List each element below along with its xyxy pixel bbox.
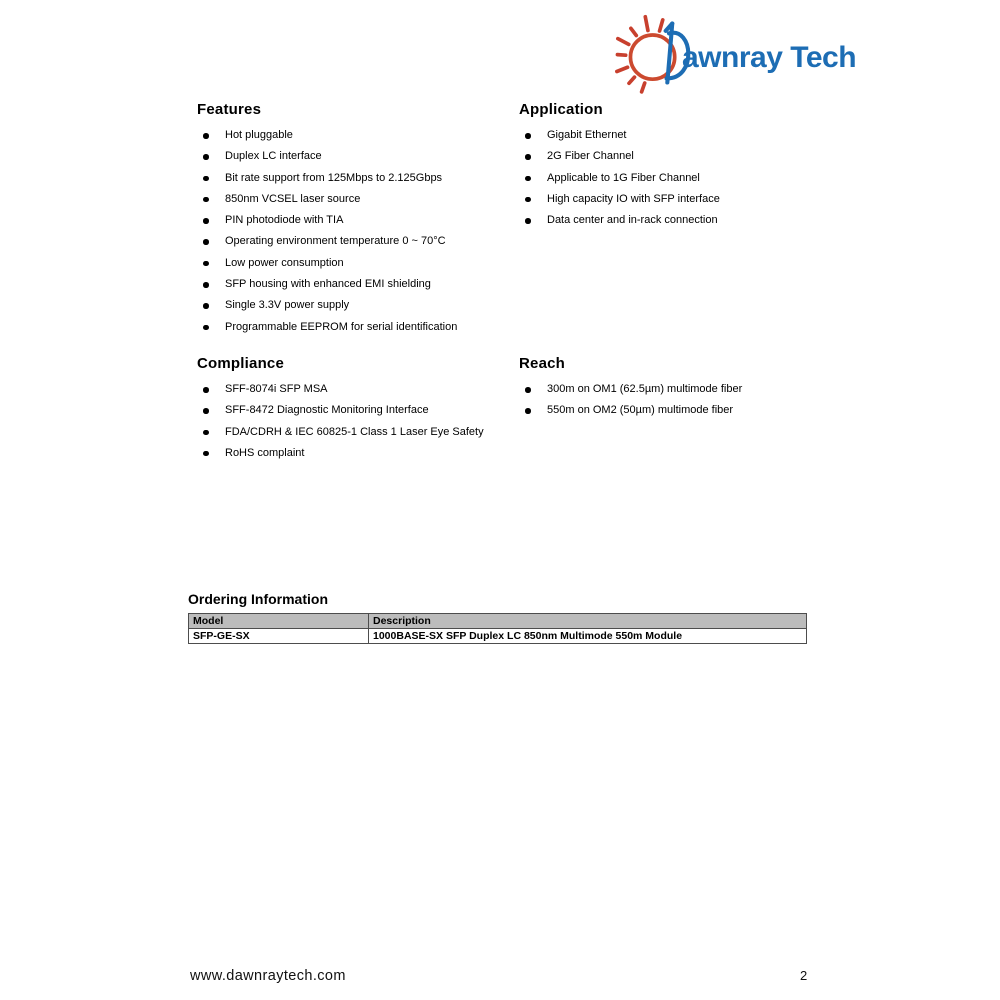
features-title: Features [197, 101, 262, 118]
bullet-icon [203, 408, 209, 414]
feature-item-text: Operating environment temperature 0 ~ 70°C [225, 235, 446, 248]
ordering-information-title: Ordering Information [188, 591, 328, 607]
feature-item [197, 125, 512, 146]
bullet-icon [203, 154, 209, 160]
compliance-item [197, 422, 527, 443]
feature-item-text: Duplex LC interface [225, 150, 322, 163]
ordering-table [188, 613, 807, 644]
feature-item-text: SFP housing with enhanced EMI shielding [225, 278, 431, 291]
table-header-row [189, 614, 807, 629]
feature-item [197, 317, 512, 338]
bullet-icon [203, 218, 209, 224]
feature-item [197, 210, 512, 231]
compliance-item-text: RoHS complaint [225, 446, 305, 459]
application-item [519, 189, 819, 210]
application-item [519, 146, 819, 167]
features-list [197, 125, 512, 338]
features-section [197, 100, 512, 338]
bullet-icon [203, 239, 209, 245]
bullet-icon [203, 303, 209, 309]
feature-item-text: Hot pluggable [225, 129, 293, 141]
application-item-text: High capacity IO with SFP interface [547, 192, 720, 205]
footer-website: www.dawnraytech.com [190, 968, 346, 984]
reach-section [519, 354, 839, 422]
bullet-icon [203, 176, 209, 182]
compliance-item-text: SFF-8074i SFP MSA [225, 383, 328, 395]
feature-item-text: Low power consumption [225, 256, 344, 269]
reach-item [519, 400, 839, 421]
application-item-text: Gigabit Ethernet [547, 129, 627, 141]
table-row [189, 629, 807, 644]
bullet-icon [203, 430, 209, 436]
bullet-icon [203, 282, 209, 288]
bullet-icon [203, 451, 209, 457]
application-section [519, 100, 819, 231]
feature-item [197, 295, 512, 316]
reach-title: Reach [519, 355, 566, 372]
bullet-icon [203, 133, 209, 139]
application-item [519, 125, 819, 146]
application-list [519, 125, 819, 231]
reach-item [519, 379, 839, 400]
feature-item [197, 231, 512, 252]
feature-item [197, 189, 512, 210]
bullet-icon [203, 325, 209, 331]
application-item-text: Data center and in-rack connection [547, 214, 718, 227]
bullet-icon [525, 218, 531, 224]
feature-item [197, 146, 512, 167]
description-cell: 1000BASE-SX SFP Duplex LC 850nm Multimode 550m Module [369, 629, 807, 644]
compliance-item [197, 379, 527, 400]
bullet-icon [525, 154, 531, 160]
page-number: 2 [800, 968, 808, 983]
bullet-icon [525, 133, 531, 139]
compliance-item-text: FDA/CDRH & IEC 60825-1 Class 1 Laser Eye Safety [225, 425, 484, 438]
feature-item-text: Single 3.3V power supply [225, 299, 350, 312]
reach-item-text: 300m on OM1 (62.5µm) multimode fiber [547, 383, 743, 395]
bullet-icon [203, 387, 209, 393]
feature-item [197, 253, 512, 274]
application-item-text: Applicable to 1G Fiber Channel [547, 171, 700, 184]
feature-item-text: Bit rate support from 125Mbps to 2.125Gbps [225, 171, 443, 184]
company-logo [610, 12, 857, 94]
feature-item-text: Programmable EEPROM for serial identification [225, 320, 458, 333]
model-column-header: Model [189, 614, 369, 629]
compliance-title: Compliance [197, 355, 285, 372]
compliance-section [197, 354, 527, 464]
feature-item-text: PIN photodiode with TIA [225, 214, 344, 227]
application-item-text: 2G Fiber Channel [547, 150, 634, 163]
compliance-item-text: SFF-8472 Diagnostic Monitoring Interface [225, 404, 429, 417]
ordering-information-section [188, 590, 808, 644]
application-title: Application [519, 101, 603, 118]
bullet-icon [525, 197, 531, 203]
feature-item [197, 168, 512, 189]
bullet-icon [525, 387, 531, 393]
brand-wordmark: awnray Tech [682, 41, 857, 74]
bullet-icon [203, 197, 209, 203]
bullet-icon [525, 408, 531, 414]
description-column-header: Description [369, 614, 807, 629]
compliance-item [197, 443, 527, 464]
application-item [519, 210, 819, 231]
bullet-icon [525, 176, 531, 182]
reach-item-text: 550m on OM2 (50µm) multimode fiber [547, 404, 734, 417]
model-cell: SFP-GE-SX [189, 629, 369, 644]
feature-item-text: 850nm VCSEL laser source [225, 192, 361, 205]
bullet-icon [203, 261, 209, 267]
application-item [519, 168, 819, 189]
compliance-item [197, 400, 527, 421]
compliance-list [197, 379, 527, 464]
reach-list [519, 379, 839, 422]
feature-item [197, 274, 512, 295]
